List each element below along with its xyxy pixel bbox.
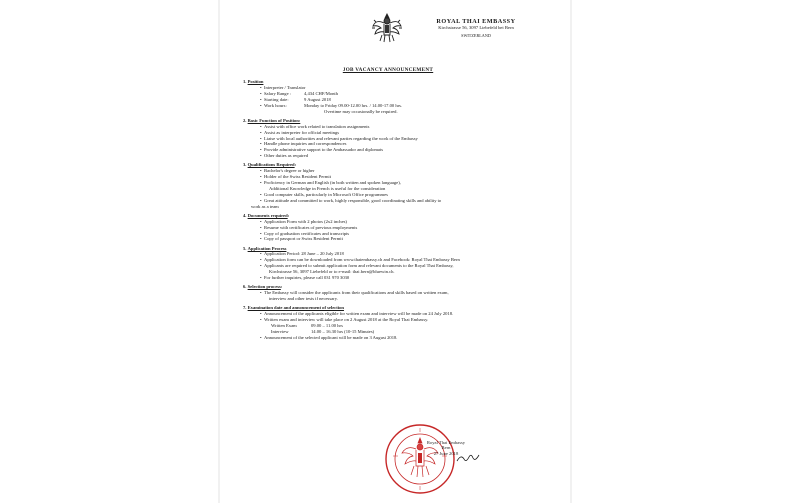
section-heading: 3. Qualifications Required: xyxy=(243,162,297,168)
list-item: • Assist as interpreter for official meetings xyxy=(243,130,565,136)
list-item: • Starting date: 9 August 2018 xyxy=(243,97,565,103)
embassy-address: Kirchstrasse 56, 3097 Liebefeld bei Bern xyxy=(438,25,514,31)
official-seal-icon xyxy=(383,420,457,498)
list-item: • Application form can be downloaded from www.thaiembassy.ch and Facebook: Royal Thai Embassy Bern xyxy=(243,257,565,263)
section-position xyxy=(243,79,565,114)
list-item: • Bachelor's degree or higher xyxy=(243,168,565,174)
list-item: • Liaise with local authorities and relevant parties regarding the work of the Embassy xyxy=(243,136,565,142)
list-item: • For further inquiries, please call 031 970 3030 xyxy=(243,275,565,281)
handwritten-signature-icon xyxy=(455,452,481,464)
section-heading: 2. Basic Function of Position: xyxy=(243,117,301,123)
list-item: • Applicants are required to submit application form and relevant documents to the Royal Thai Embassy, xyxy=(243,263,565,269)
list-item: • Resume with certificates of previous employments xyxy=(243,225,565,231)
list-item: • Copy of passport or Swiss Resident Permit xyxy=(243,236,565,242)
list-item: • Other duties as required xyxy=(243,153,565,159)
schedule-row-interview: Interview 14.00 – 16.30 hrs (10-15 Minutes) xyxy=(271,328,375,334)
section-heading: 5. Application Process xyxy=(243,245,287,251)
page-shadow-left xyxy=(218,0,220,503)
list-item: • Holder of the Swiss Resident Permit xyxy=(243,174,565,180)
section-heading: 6. Selection process: xyxy=(243,284,283,290)
list-item-continuation: work as a team xyxy=(251,203,279,209)
embassy-name: ROYAL THAI EMBASSY xyxy=(436,18,516,25)
list-item: • Application Form with 2 photos (2x2 inches) xyxy=(243,219,565,225)
section-selection xyxy=(243,284,565,302)
list-item-continuation: interview and other tests if necessary. xyxy=(269,295,338,301)
list-item: • Announcement of the selected applicant will be made on 3 August 2018. xyxy=(243,335,565,341)
list-item: • Salary Range : 4,434 CHF/Month xyxy=(243,91,565,97)
signature-line-1: Royal Thai Embassy xyxy=(426,440,466,445)
list-item: • Good computer skills, particularly in Microsoft Office programmes xyxy=(243,192,565,198)
list-item: • Written exam and interview will take place on 2 August 2018 at the Royal Thai Embassy. xyxy=(243,317,565,323)
embassy-country: SWITZERLAND xyxy=(461,32,491,38)
list-item: • Application Period: 28 June – 20 July 2018 xyxy=(243,251,565,257)
section-process xyxy=(243,246,565,281)
page-title: JOB VACANCY ANNOUNCEMENT xyxy=(342,67,434,73)
section-heading: 4. Documents required: xyxy=(243,212,290,218)
signature-line-3: 27 June 2018 xyxy=(433,450,459,456)
list-item: • Handle phone inquiries and correspondences xyxy=(243,141,565,147)
garuda-emblem-icon xyxy=(370,10,404,44)
list-item-continuation: Kirchstrasse 56, 3097 Liebefeld or to e-mail: thai.bern@bluewin.ch. xyxy=(269,269,395,275)
list-item: • Work hours: Monday to Friday 09.00-12.00 hrs. / 14.00-17.00 hrs. xyxy=(243,103,565,109)
page-shadow-right xyxy=(570,0,572,503)
list-item: • Assist with office work related to translation assignments xyxy=(243,124,565,130)
section-heading: 1. Position xyxy=(243,79,264,85)
list-item: • Copy of graduation certificates and transcripts xyxy=(243,231,565,237)
list-item: • The Embassy will consider the applicants from their qualifications and skills based on written exam, xyxy=(243,290,565,296)
signature-line-2: Bern xyxy=(441,445,451,451)
list-item: • Proficiency in German and English (in both written and spoken language), xyxy=(243,180,565,186)
section-qualifications xyxy=(243,162,565,209)
list-item: • Announcement of the applicants eligible for written exam and interview will be made on 24 July 2018. xyxy=(243,311,565,317)
list-item-continuation: Overtime may occasionally be required. xyxy=(324,108,398,114)
schedule-row-written: Written Exam 09.00 – 11.00 hrs xyxy=(271,322,343,328)
section-documents xyxy=(243,213,565,243)
list-item: • Interpreter / Translator xyxy=(243,85,565,91)
announcement-body xyxy=(243,76,565,340)
section-function xyxy=(243,118,565,159)
list-item-continuation: Additional Knowledge in French is useful for the consideration xyxy=(269,185,386,191)
section-heading: 7. Examination date and announcement of selection xyxy=(243,305,344,311)
section-exam xyxy=(243,305,565,340)
list-item: • Provide administrative support to the Ambassador and diplomats xyxy=(243,147,565,153)
list-item: • Great attitude and committed to work, highly responsible, good coordinating skills and ability to xyxy=(243,198,565,204)
letterhead xyxy=(420,18,532,38)
